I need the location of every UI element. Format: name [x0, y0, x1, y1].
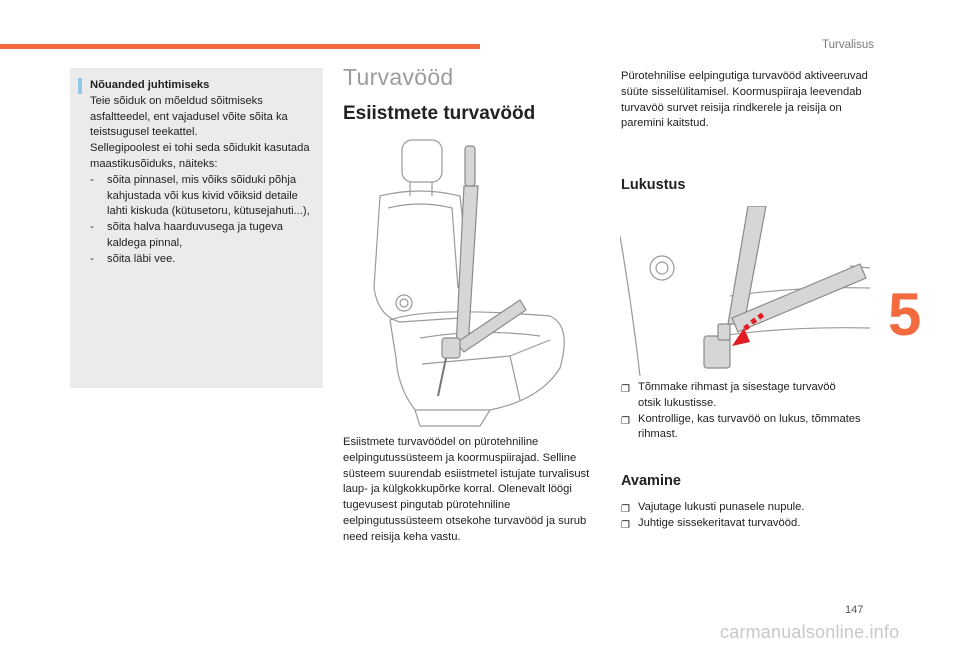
watermark: carmanualsonline.info [720, 622, 900, 642]
checkbox-icon: ❐ [621, 504, 630, 515]
tip-paragraph: Teie sõiduk on mõeldud sõitmiseks asfaltteedel, ent vajadusel võite sõita ka teistsugusel teekattel. [90, 94, 288, 139]
step-text: Juhtige sissekeritavat turvavööd. [638, 516, 801, 529]
unlock-steps [621, 500, 861, 532]
info-icon [78, 78, 82, 94]
list-item: - sõita pinnasel, mis võiks sõiduki põhja kahjustada või kus kivid võiksid detaile lahti kiskuda (kütusetoru, kütusejahuti...), [90, 173, 316, 220]
list-item: - sõita läbi vee. [90, 252, 316, 268]
accent-bar [0, 44, 480, 49]
list-item [621, 516, 861, 532]
intro-text: Pürotehnilise eelpingutiga turvavööd aktiveeruvad süüte sisselülitamisel. Koormuspiiraja leevendab turvavöö survet reisija rindkerele ja reisija on paremini kaitstud. [621, 70, 868, 130]
checkbox-icon: ❐ [621, 415, 630, 427]
checkbox-icon: ❐ [621, 384, 630, 395]
step-text: Kontrollige, kas turvavöö on lukus, tõmmates rihmast. [638, 412, 861, 441]
list-item [621, 500, 861, 516]
tip-content [90, 78, 316, 268]
page-number: 147 [845, 604, 864, 616]
list-item: - sõita halva haarduvusega ja tugeva kaldega pinnal, [90, 220, 316, 252]
list-item [621, 380, 861, 412]
lock-heading: Lukustus [621, 177, 686, 193]
section-header: Turvalisus [822, 39, 874, 51]
chapter-number: 5 [888, 281, 922, 348]
tip-title: Nõuanded juhtimiseks [90, 79, 210, 91]
step-text: Tõmmake rihmast ja sisestage turvavöö otsik lukustisse. [638, 381, 836, 409]
body-text: Esiistmete turvavöödel on pürotehniline eelpingutussüsteem ja koormuspiirajad. Selline süsteem suurendab esiistmetel istujate turvalisust laup- ja külgkokkupõrke korral. Olenevalt löögi tugevusest pingutab pürotehniline eelpingutussüsteem otsekohe turvavööd ja surub need reisija keha vastu. [343, 436, 590, 543]
list-item [621, 412, 861, 444]
seat-belt-illustration [360, 138, 585, 428]
step-text: Vajutage lukusti punasele nupule. [638, 501, 805, 513]
page-title: Turvavööd [343, 64, 454, 90]
checkbox-icon: ❐ [621, 519, 630, 531]
section-title: Esiistmete turvavööd [343, 103, 536, 124]
unlock-heading: Avamine [621, 473, 681, 489]
lock-steps [621, 380, 861, 443]
buckle-illustration [620, 206, 870, 378]
tip-list [90, 173, 316, 268]
tip-paragraph: Sellegipoolest ei tohi seda sõidukit kasutada maastikusõiduks, näiteks: [90, 142, 310, 170]
